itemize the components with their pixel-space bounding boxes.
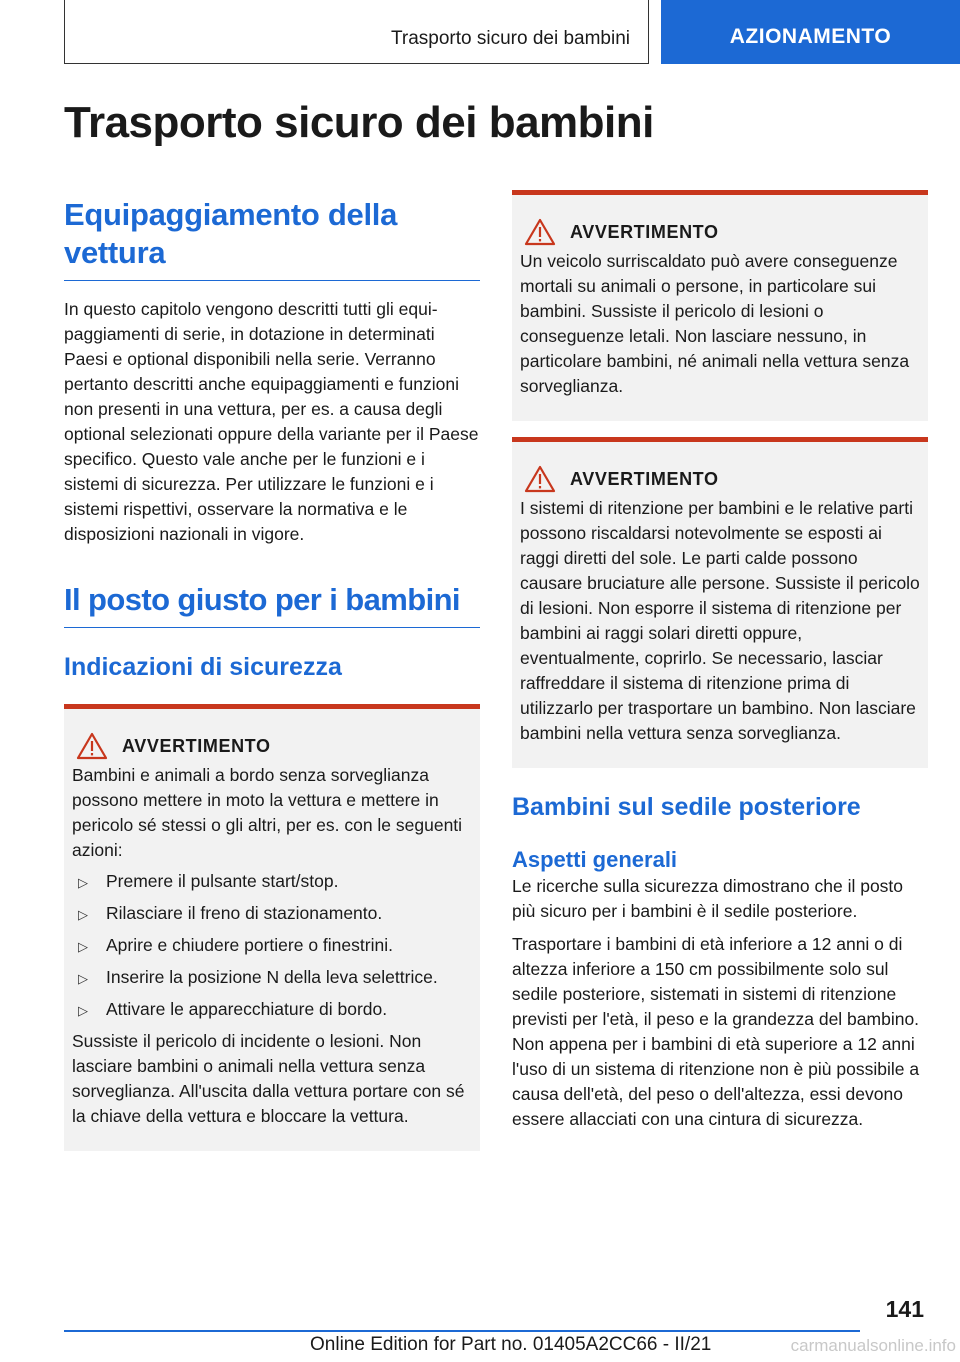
- list-item: ▷ Inserire la posizione N della leva selettrice.: [72, 965, 472, 991]
- paragraph: Le ricerche sulla sicurezza dimostrano che il posto più sicuro per i bambini è il sedile posteriore.: [512, 876, 904, 921]
- list-item: ▷ Aprire e chiudere portiere o finestrini.: [72, 933, 472, 959]
- header-section-title: Trasporto sicuro dei bambini: [390, 28, 630, 49]
- warning-header: [520, 464, 920, 494]
- warning-title: AVVERTIMENTO: [570, 221, 719, 242]
- running-header: [64, 0, 649, 64]
- list-item: ▷ Attivare le apparecchiature di bordo.: [72, 997, 472, 1023]
- right-column: [512, 190, 928, 1132]
- bullet-triangle-icon: ▷: [78, 875, 88, 890]
- warning-text: Un veicolo surriscaldato può avere conseguenze mortali su animali o persone, in particolare sui bambini. Sussiste il pericolo di lesioni o conseguenze letali. Non lasciare nessuno, in particolare bambini, né animali nella vettura senza sorveglianza.: [520, 251, 910, 396]
- warning-header: [72, 731, 472, 761]
- warning-outro: Sussiste il pericolo di incidente o lesioni. Non lasciare bambini o animali nella vettura senza sorveglianza. All'uscita dalla vettura portare con sé la chiave della vettura e bloccare la vettura.: [72, 1031, 465, 1126]
- warning-triangle-icon: [76, 732, 108, 760]
- bullet-triangle-icon: ▷: [78, 971, 88, 986]
- action-list: [72, 869, 472, 1023]
- warning-intro: Bambini e animali a bordo senza sorveglianza possono mettere in moto la vettura e mettere in pericolo sé stessi o gli altri, per es. con le seguenti azioni:: [72, 765, 463, 860]
- footer-divider: [64, 1330, 860, 1332]
- seat-heading: Il posto giusto per i bambini: [64, 581, 480, 628]
- warning-title: AVVERTIMENTO: [122, 735, 271, 756]
- warning-triangle-icon: [524, 218, 556, 246]
- equipment-text: In questo capitolo vengono descritti tutti gli equipaggiamenti di serie, in dotazione in determinati Paesi e optional disponibili nella serie. Verranno pertanto descritti anche equipaggiamenti e funzioni non presenti in una vettura, per es. a causa degli optional selezionati oppure della variante per il Paese specifico. Questo vale anche per le funzioni e i sistemi di sicurezza. Per utilizzare le funzioni e i sistemi rispettivi, osservare la normativa e le disposizioni nazionali in vigore.: [64, 299, 479, 544]
- bullet-triangle-icon: ▷: [78, 939, 88, 954]
- chapter-tab: AZIONAMENTO: [661, 0, 960, 64]
- equipment-heading: Equipaggiamento della vettura: [64, 196, 480, 281]
- rear-seat-heading: Bambini sul sedile posteriore: [512, 793, 861, 821]
- watermark: carmanualsonline.info: [790, 1336, 956, 1355]
- paragraph: Trasportare i bambini di età inferiore a 12 anni o di altezza inferiore a 150 cm possibilmente solo sul sedile posteriore, sistemati in sistemi di ritenzione previsti per l'età, il peso e la grandezza del bambino. Non appena per i bambini di età superiore a 12 anni l'uso di un sistema di ritenzione non è più possibile a causa dell'età, del peso o dell'altezza, essi devono essere allacciati con una cintura di sicurezza.: [512, 934, 920, 1129]
- warning-header: [520, 217, 920, 247]
- safety-heading: Indicazioni di sicurezza: [64, 653, 342, 681]
- left-column: [64, 190, 480, 1151]
- bullet-triangle-icon: ▷: [78, 907, 88, 922]
- general-heading: Aspetti generali: [512, 847, 678, 872]
- page-number: 141: [885, 1296, 924, 1322]
- list-item: ▷ Rilasciare il freno di stazionamento.: [72, 901, 472, 927]
- edition-note: Online Edition for Part no. 01405A2CC66 - II/21: [310, 1334, 712, 1355]
- warning-box: [512, 437, 928, 768]
- warning-box: [512, 190, 928, 421]
- warning-box: [64, 704, 480, 1151]
- page-title: Trasporto sicuro dei bambini: [64, 98, 654, 147]
- warning-title: AVVERTIMENTO: [570, 468, 719, 489]
- list-item: ▷ Premere il pulsante start/stop.: [72, 869, 472, 895]
- warning-triangle-icon: [524, 465, 556, 493]
- bullet-triangle-icon: ▷: [78, 1003, 88, 1018]
- warning-text: I sistemi di ritenzione per bambini e le relative parti possono riscaldarsi notevolmente se esposti ai raggi diretti del sole. Le parti calde possono causare bruciature alle persone. Sussiste il pericolo di lesioni. Non esporre il sistema di ritenzione per bambini ai raggi solari diretti oppure, eventualmente, coprirlo. Se necessario, lasciar raffreddare il sistema di ritenzione prima di utilizzarlo per trasportare un bambino. Non lasciare bambini nella vettura senza sorveglianza.: [520, 498, 920, 743]
